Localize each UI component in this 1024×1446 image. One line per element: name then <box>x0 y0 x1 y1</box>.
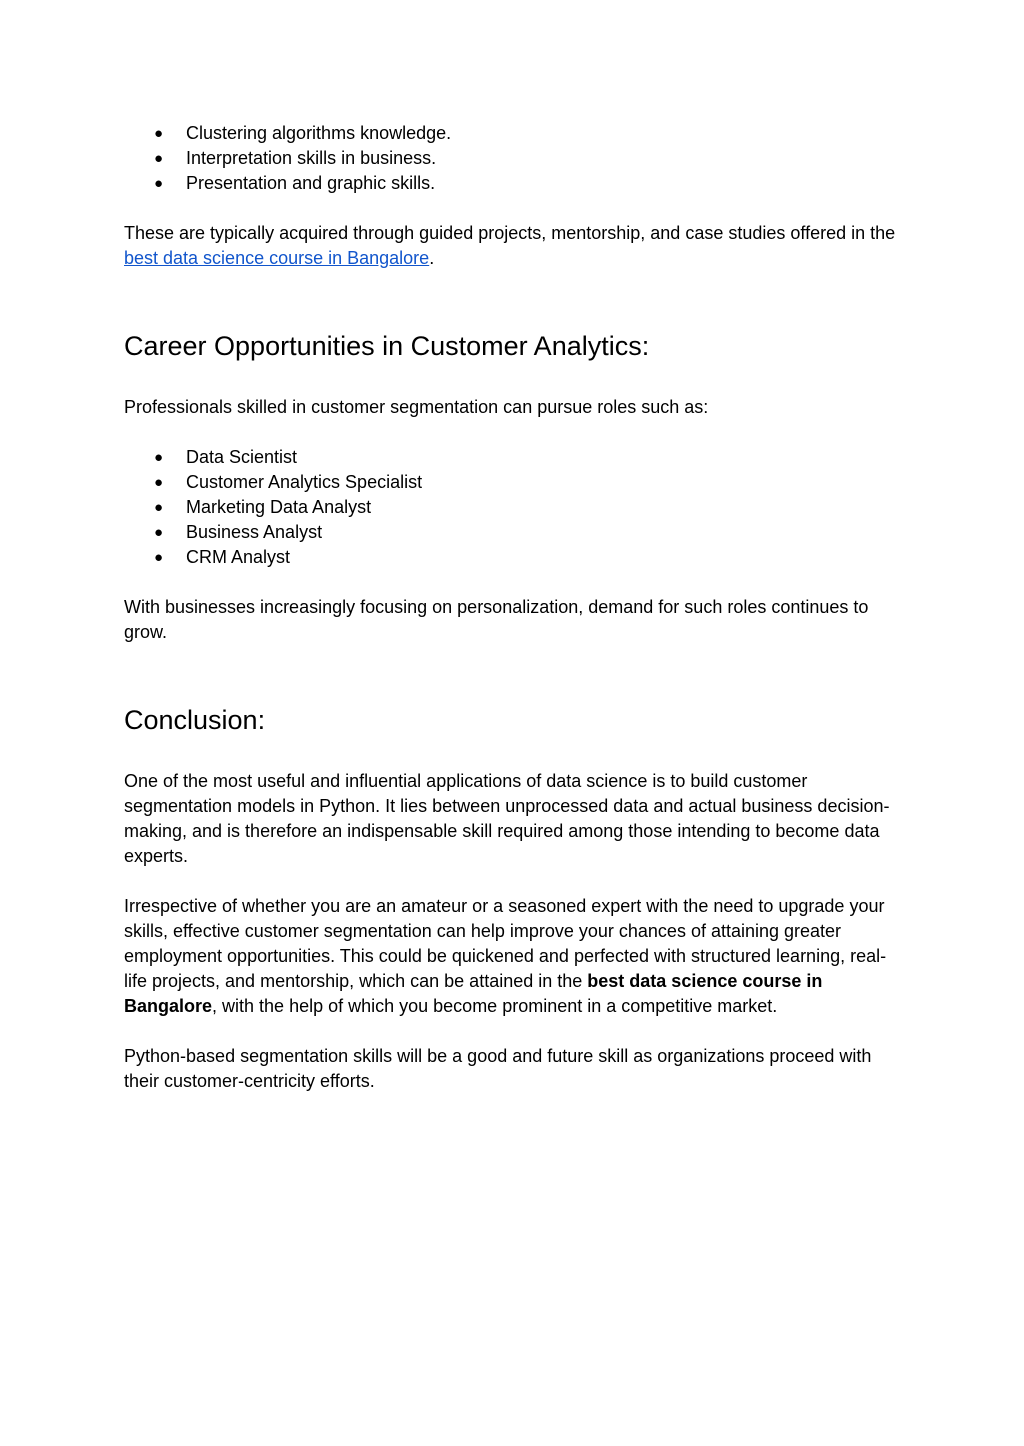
paragraph-acquired <box>124 221 904 271</box>
list-item <box>124 445 904 470</box>
list-item <box>124 495 904 520</box>
conclusion-paragraph-2 <box>124 894 904 1019</box>
list-item <box>124 171 904 196</box>
bullet-icon: ● <box>154 125 164 142</box>
list-item-text: Marketing Data Analyst <box>186 497 372 517</box>
list-item <box>124 146 904 171</box>
course-link[interactable]: best data science course in Bangalore <box>124 248 430 268</box>
roles-list <box>124 445 904 570</box>
document-page <box>124 121 904 1094</box>
bold-course-name: best data science course in Bangalore <box>124 971 823 1016</box>
list-item-text: CRM Analyst <box>186 547 291 567</box>
paragraph-text: Irrespective of whether you are an amateur or a seasoned expert with the need to upgrade your skills, effective customer segmentation can help improve your chances of attaining greater employment opportunities. This could be quickened and perfected with structured learning, real-life projects, and mentorship, which can be attained in the <box>124 896 887 991</box>
paragraph-text: , with the help of which you become prominent in a competitive market. <box>212 996 778 1016</box>
career-intro: Professionals skilled in customer segmentation can pursue roles such as: <box>124 397 709 417</box>
list-item <box>124 545 904 570</box>
conclusion-heading: Conclusion: <box>124 705 266 735</box>
paragraph-text: . <box>429 248 435 268</box>
list-item-text: Clustering algorithms knowledge. <box>186 123 452 143</box>
career-heading: Career Opportunities in Customer Analytics: <box>124 331 650 361</box>
skills-list <box>124 121 904 196</box>
bullet-icon: ● <box>154 175 164 192</box>
list-item-text: Interpretation skills in business. <box>186 148 437 168</box>
bullet-icon: ● <box>154 474 164 491</box>
bullet-icon: ● <box>154 549 164 566</box>
list-item <box>124 470 904 495</box>
career-closing: With businesses increasingly focusing on personalization, demand for such roles continues to grow. <box>124 597 869 642</box>
conclusion-paragraph-3: Python-based segmentation skills will be a good and future skill as organizations proceed with their customer-centricity efforts. <box>124 1046 872 1091</box>
bullet-icon: ● <box>154 524 164 541</box>
list-item-text: Presentation and graphic skills. <box>186 173 436 193</box>
bullet-icon: ● <box>154 150 164 167</box>
bullet-icon: ● <box>154 449 164 466</box>
list-item-text: Customer Analytics Specialist <box>186 472 423 492</box>
list-item-text: Data Scientist <box>186 447 298 467</box>
list-item <box>124 121 904 146</box>
list-item <box>124 520 904 545</box>
list-item-text: Business Analyst <box>186 522 323 542</box>
bullet-icon: ● <box>154 499 164 516</box>
conclusion-paragraph-1: One of the most useful and influential applications of data science is to build customer segmentation models in Python. It lies between unprocessed data and actual business decision-making, and is therefore an indispensable skill required among those intending to become data experts. <box>124 771 890 866</box>
paragraph-text: These are typically acquired through guided projects, mentorship, and case studies offered in the <box>124 223 896 243</box>
